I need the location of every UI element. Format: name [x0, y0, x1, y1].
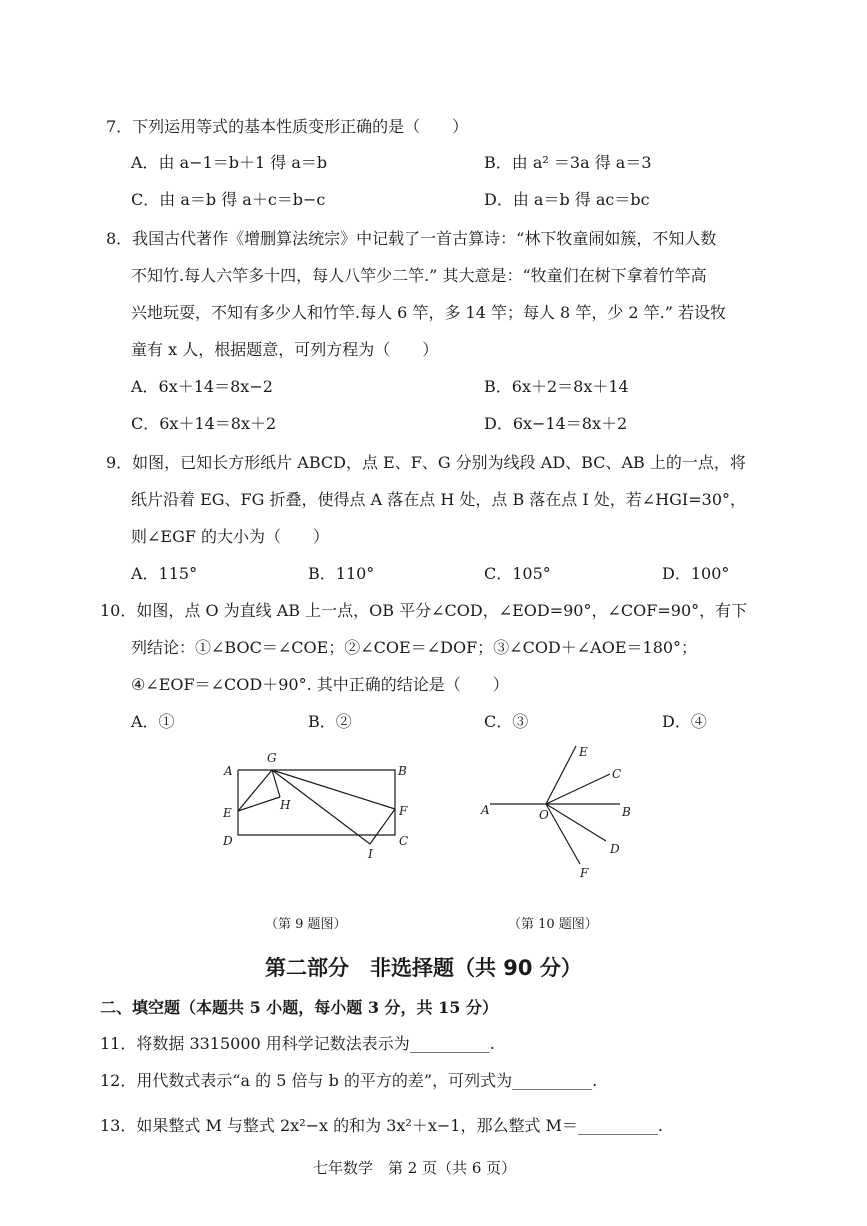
q10-line1: 10．如图，点 O 为直线 AB 上一点，OB 平分∠COD，∠EOD=90°，∠COF=90°，有下	[100, 601, 748, 620]
q10-option-c: C．③	[484, 712, 529, 731]
fig9-label-g: G	[267, 751, 277, 765]
fig10-label-a: A	[481, 803, 490, 817]
fig9-label-h: H	[280, 798, 291, 812]
fig9-label-a: A	[224, 764, 233, 778]
fig9-label-e: E	[223, 806, 232, 820]
q11: 11．将数据 3315000 用科学记数法表示为__________.	[100, 1034, 495, 1053]
q9-option-c: C．105°	[484, 564, 551, 583]
page-footer: 七年数学 第 2 页（共 6 页）	[313, 1159, 517, 1177]
fig10-label-b: B	[622, 805, 631, 819]
q10-option-d: D．④	[662, 712, 707, 731]
q7-option-c: C．由 a＝b 得 a＋c＝b−c	[131, 190, 326, 209]
fig10-label-c: C	[612, 767, 622, 781]
q10-line3: ④∠EOF＝∠COD＋90°. 其中正确的结论是（ ）	[131, 675, 509, 694]
rectangle-abcd	[238, 770, 395, 835]
q8-option-b: B．6x＋2＝8x＋14	[484, 377, 629, 396]
fig9-label-i: I	[368, 847, 373, 861]
q12: 12．用代数式表示“a 的 5 倍与 b 的平方的差”，可列式为__________.	[100, 1071, 598, 1090]
q8-line3: 兴地玩耍，不知有多少人和竹竿.每人 6 竿，多 14 竿；每人 8 竿，少 2 竿.” 若设牧	[131, 303, 727, 322]
segment-fi	[370, 809, 395, 844]
q8-line4: 童有 x 人，根据题意，可列方程为（ ）	[131, 340, 439, 359]
q9-line1: 9．如图，已知长方形纸片 ABCD，点 E、F、G 分别为线段 AD、BC、AB 上的一点，将	[106, 453, 746, 472]
fig10-label-d: D	[610, 842, 620, 856]
part2-title: 第二部分 非选择题（共 90 分）	[265, 956, 582, 980]
q13: 13．如果整式 M 与整式 2x²−x 的和为 3x²＋x−1，那么整式 M＝__________.	[100, 1116, 664, 1135]
q7-option-b: B．由 a² ＝3a 得 a＝3	[484, 153, 652, 172]
q9-option-d: D．100°	[662, 564, 730, 583]
fig9-label-c: C	[399, 834, 409, 848]
segment-gh	[272, 770, 280, 797]
q7-option-a: A．由 a−1＝b＋1 得 a＝b	[131, 153, 328, 172]
figure-10	[470, 738, 640, 888]
q8-line1: 8．我国古代著作《增删算法统宗》中记载了一首古算诗：“林下牧童闹如簇，不知人数	[106, 229, 717, 248]
q7-option-d: D．由 a＝b 得 ac＝bc	[484, 190, 650, 209]
q9-line2: 纸片沿着 EG、FG 折叠，使得点 A 落在点 H 处，点 B 落在点 I 处，若∠HGI=30°，	[131, 490, 747, 509]
fig10-label-o: O	[539, 808, 549, 822]
q10-option-b: B．②	[308, 712, 352, 731]
ray-oc	[546, 774, 610, 804]
figure-10-caption: （第 10 题图）	[508, 917, 598, 932]
ray-od	[546, 804, 606, 841]
q10-line2: 列结论：①∠BOC＝∠COE；②∠COE＝∠DOF；③∠COD＋∠AOE＝180°；	[131, 638, 698, 657]
figure-9-caption: （第 9 题图）	[265, 917, 347, 932]
q9-option-a: A．115°	[131, 564, 198, 583]
section-fill-in-blank: 二、填空题（本题共 5 小题，每小题 3 分，共 15 分）	[100, 998, 498, 1017]
ray-oe	[546, 746, 576, 804]
q9-line3: 则∠EGF 的大小为（ ）	[131, 527, 330, 546]
q10-option-a: A．①	[131, 712, 175, 731]
fig10-label-e: E	[579, 745, 588, 759]
q8-option-d: D．6x−14＝8x＋2	[484, 414, 628, 433]
fig9-label-d: D	[223, 834, 233, 848]
fig10-label-f: F	[580, 866, 589, 880]
q9-option-b: B．110°	[308, 564, 375, 583]
ray-of	[546, 804, 580, 864]
fig9-label-f: F	[399, 804, 408, 818]
q8-line2: 不知竹.每人六竿多十四，每人八竿少二竿.” 其大意是：“牧童们在树下拿着竹竿高	[131, 266, 707, 285]
fig9-label-b: B	[398, 764, 407, 778]
figure-9	[210, 745, 425, 865]
q8-option-c: C．6x＋14＝8x＋2	[131, 414, 277, 433]
q8-option-a: A．6x＋14＝8x−2	[131, 377, 273, 396]
q7-stem: 7．下列运用等式的基本性质变形正确的是（ ）	[106, 117, 469, 136]
